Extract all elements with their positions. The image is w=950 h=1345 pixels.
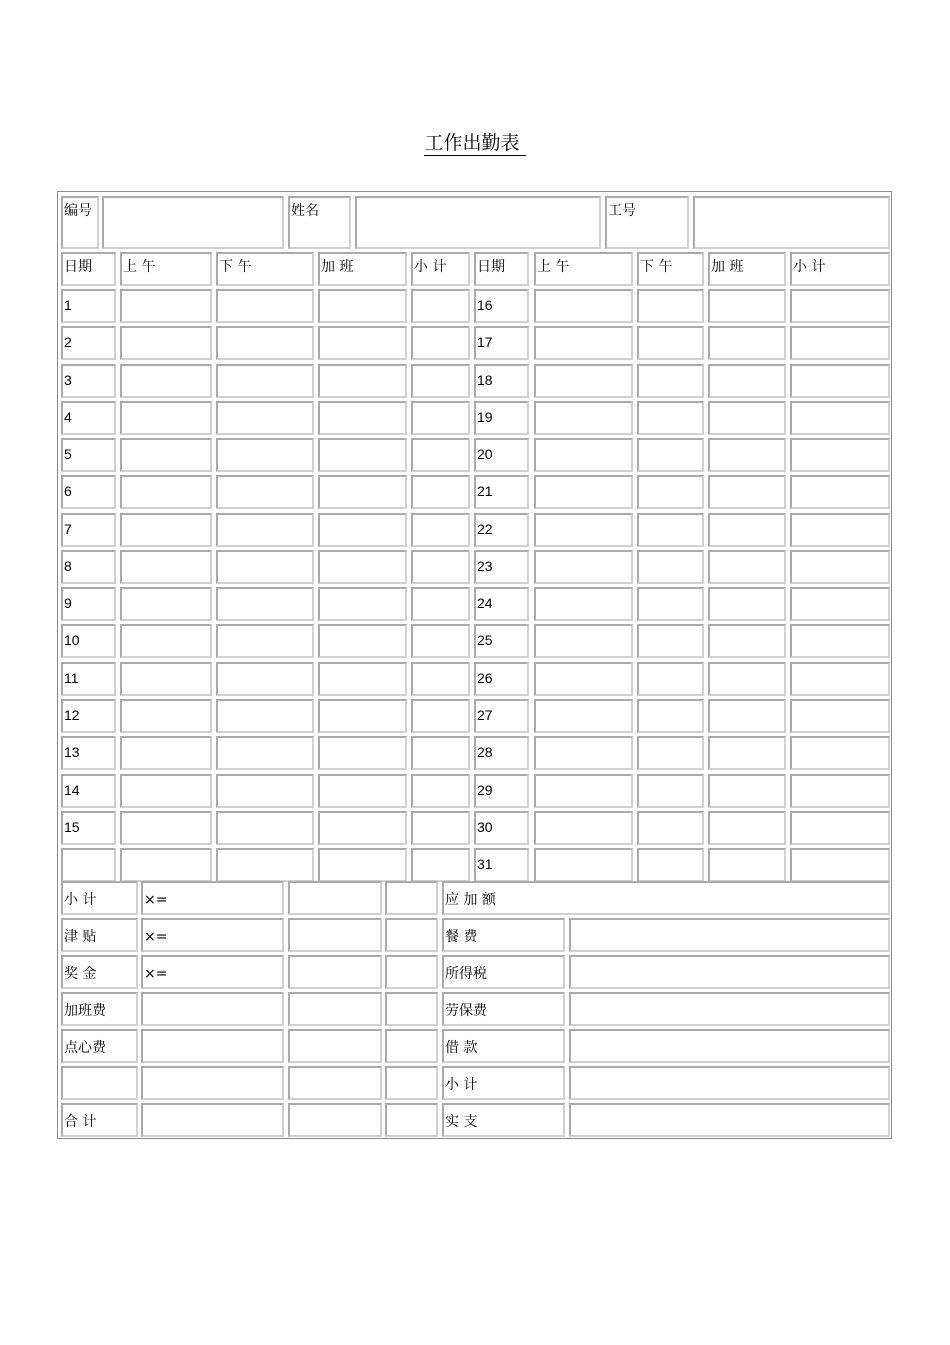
afternoon-input[interactable] bbox=[637, 550, 704, 584]
overtime-input[interactable] bbox=[318, 662, 407, 696]
afternoon-input[interactable] bbox=[637, 289, 704, 323]
afternoon-input[interactable] bbox=[216, 513, 314, 547]
morning-input[interactable] bbox=[120, 736, 212, 770]
day-cell: 31 bbox=[474, 848, 529, 882]
morning-input[interactable] bbox=[120, 587, 212, 621]
subtotal-input[interactable] bbox=[790, 550, 890, 584]
payable-total-label: 应 加 额 bbox=[442, 881, 890, 915]
subtotal-input[interactable] bbox=[790, 326, 890, 360]
summary-value-input[interactable] bbox=[288, 881, 382, 915]
afternoon-input[interactable] bbox=[216, 289, 314, 323]
overtime-input[interactable] bbox=[708, 699, 786, 733]
afternoon-input[interactable] bbox=[216, 401, 314, 435]
morning-input[interactable] bbox=[534, 624, 633, 658]
subtotal-input[interactable] bbox=[411, 550, 470, 584]
overtime-input[interactable] bbox=[708, 624, 786, 658]
summary-label: 小 计 bbox=[61, 881, 138, 915]
subtotal-input[interactable] bbox=[790, 364, 890, 398]
deduction-value-input[interactable] bbox=[569, 992, 890, 1026]
deduction-label: 小 计 bbox=[442, 1066, 565, 1100]
overtime-input[interactable] bbox=[708, 364, 786, 398]
afternoon-input[interactable] bbox=[216, 364, 314, 398]
summary-formula-input[interactable] bbox=[141, 992, 284, 1026]
name-label: 姓名 bbox=[288, 196, 351, 249]
overtime-input[interactable] bbox=[708, 587, 786, 621]
subtotal-input[interactable] bbox=[790, 624, 890, 658]
summary-value-input[interactable] bbox=[288, 992, 382, 1026]
afternoon-input[interactable] bbox=[637, 401, 704, 435]
overtime-input[interactable] bbox=[318, 848, 407, 882]
morning-input[interactable] bbox=[534, 587, 633, 621]
morning-input[interactable] bbox=[534, 699, 633, 733]
morning-input[interactable] bbox=[534, 774, 633, 808]
summary-value-input[interactable] bbox=[288, 918, 382, 952]
day-cell: 22 bbox=[474, 513, 529, 547]
name-input[interactable] bbox=[355, 196, 601, 249]
morning-input[interactable] bbox=[120, 624, 212, 658]
day-cell: 5 bbox=[61, 438, 116, 472]
day-cell: 13 bbox=[61, 736, 116, 770]
afternoon-input[interactable] bbox=[637, 587, 704, 621]
overtime-input[interactable] bbox=[318, 624, 407, 658]
subtotal-input[interactable] bbox=[790, 401, 890, 435]
subtotal-input[interactable] bbox=[411, 438, 470, 472]
subtotal-input[interactable] bbox=[790, 736, 890, 770]
day-cell: 29 bbox=[474, 774, 529, 808]
subtotal-input[interactable] bbox=[790, 475, 890, 509]
overtime-input[interactable] bbox=[708, 774, 786, 808]
summary-value-input[interactable] bbox=[288, 1029, 382, 1063]
day-cell: 28 bbox=[474, 736, 529, 770]
deduction-value-input[interactable] bbox=[569, 1066, 890, 1100]
day-cell: 23 bbox=[474, 550, 529, 584]
morning-input[interactable] bbox=[534, 326, 633, 360]
overtime-input[interactable] bbox=[708, 513, 786, 547]
column-header-date-left: 日期 bbox=[61, 252, 116, 286]
column-header-afternoon-right: 下 午 bbox=[637, 252, 704, 286]
column-header-afternoon-left: 下 午 bbox=[216, 252, 314, 286]
subtotal-input[interactable] bbox=[411, 774, 470, 808]
employee-number-label: 工号 bbox=[605, 196, 689, 249]
summary-label: 津 贴 bbox=[61, 918, 138, 952]
morning-input[interactable] bbox=[534, 438, 633, 472]
afternoon-input[interactable] bbox=[216, 326, 314, 360]
afternoon-input[interactable] bbox=[637, 811, 704, 845]
afternoon-input[interactable] bbox=[216, 662, 314, 696]
summary-value-input[interactable] bbox=[385, 1066, 438, 1100]
day-cell: 2 bbox=[61, 326, 116, 360]
afternoon-input[interactable] bbox=[216, 848, 314, 882]
attendance-sheet bbox=[57, 191, 892, 1139]
morning-input[interactable] bbox=[534, 513, 633, 547]
afternoon-input[interactable] bbox=[637, 699, 704, 733]
day-cell: 10 bbox=[61, 624, 116, 658]
afternoon-input[interactable] bbox=[216, 774, 314, 808]
overtime-input[interactable] bbox=[708, 848, 786, 882]
overtime-input[interactable] bbox=[708, 475, 786, 509]
overtime-input[interactable] bbox=[318, 513, 407, 547]
overtime-input[interactable] bbox=[708, 811, 786, 845]
deduction-value-input[interactable] bbox=[569, 955, 890, 989]
summary-value-input[interactable] bbox=[288, 1066, 382, 1100]
morning-input[interactable] bbox=[120, 475, 212, 509]
overtime-input[interactable] bbox=[318, 811, 407, 845]
day-cell: 7 bbox=[61, 513, 116, 547]
subtotal-input[interactable] bbox=[411, 662, 470, 696]
afternoon-input[interactable] bbox=[637, 774, 704, 808]
overtime-input[interactable] bbox=[708, 662, 786, 696]
day-cell: 20 bbox=[474, 438, 529, 472]
subtotal-input[interactable] bbox=[411, 475, 470, 509]
subtotal-input[interactable] bbox=[790, 587, 890, 621]
afternoon-input[interactable] bbox=[216, 811, 314, 845]
column-header-date-right: 日期 bbox=[474, 252, 529, 286]
afternoon-input[interactable] bbox=[216, 550, 314, 584]
afternoon-input[interactable] bbox=[637, 513, 704, 547]
subtotal-input[interactable] bbox=[411, 736, 470, 770]
morning-input[interactable] bbox=[120, 811, 212, 845]
afternoon-input[interactable] bbox=[216, 438, 314, 472]
day-cell: 16 bbox=[474, 289, 529, 323]
day-cell: 9 bbox=[61, 587, 116, 621]
day-cell: 27 bbox=[474, 699, 529, 733]
afternoon-input[interactable] bbox=[637, 326, 704, 360]
column-header-subtotal-right: 小 计 bbox=[790, 252, 890, 286]
morning-input[interactable] bbox=[534, 364, 633, 398]
day-cell bbox=[61, 848, 116, 882]
afternoon-input[interactable] bbox=[637, 475, 704, 509]
day-cell: 18 bbox=[474, 364, 529, 398]
subtotal-input[interactable] bbox=[790, 699, 890, 733]
day-cell: 14 bbox=[61, 774, 116, 808]
summary-value-input[interactable] bbox=[385, 1103, 438, 1137]
subtotal-input[interactable] bbox=[790, 662, 890, 696]
column-header-overtime-right: 加 班 bbox=[708, 252, 786, 286]
afternoon-input[interactable] bbox=[216, 475, 314, 509]
deduction-value-input[interactable] bbox=[569, 1029, 890, 1063]
summary-value-input[interactable] bbox=[385, 955, 438, 989]
overtime-input[interactable] bbox=[318, 364, 407, 398]
afternoon-input[interactable] bbox=[216, 587, 314, 621]
day-cell: 25 bbox=[474, 624, 529, 658]
morning-input[interactable] bbox=[120, 513, 212, 547]
overtime-input[interactable] bbox=[318, 401, 407, 435]
afternoon-input[interactable] bbox=[637, 364, 704, 398]
overtime-input[interactable] bbox=[318, 475, 407, 509]
deduction-label: 劳保费 bbox=[442, 992, 565, 1026]
overtime-input[interactable] bbox=[708, 289, 786, 323]
afternoon-input[interactable] bbox=[216, 736, 314, 770]
overtime-input[interactable] bbox=[708, 438, 786, 472]
subtotal-input[interactable] bbox=[411, 326, 470, 360]
subtotal-input[interactable] bbox=[411, 587, 470, 621]
afternoon-input[interactable] bbox=[637, 624, 704, 658]
morning-input[interactable] bbox=[534, 811, 633, 845]
id-label: 编号 bbox=[61, 196, 99, 249]
afternoon-input[interactable] bbox=[637, 848, 704, 882]
morning-input[interactable] bbox=[120, 699, 212, 733]
overtime-input[interactable] bbox=[708, 550, 786, 584]
deduction-label: 实 支 bbox=[442, 1103, 565, 1137]
day-cell: 4 bbox=[61, 401, 116, 435]
overtime-input[interactable] bbox=[708, 326, 786, 360]
summary-label: 合 计 bbox=[61, 1103, 138, 1137]
summary-label: 加班费 bbox=[61, 992, 138, 1026]
subtotal-input[interactable] bbox=[411, 513, 470, 547]
day-cell: 15 bbox=[61, 811, 116, 845]
overtime-input[interactable] bbox=[318, 289, 407, 323]
afternoon-input[interactable] bbox=[216, 624, 314, 658]
summary-value-input[interactable] bbox=[385, 881, 438, 915]
subtotal-input[interactable] bbox=[411, 699, 470, 733]
overtime-input[interactable] bbox=[318, 438, 407, 472]
morning-input[interactable] bbox=[120, 848, 212, 882]
overtime-input[interactable] bbox=[318, 774, 407, 808]
summary-value-input[interactable] bbox=[288, 1103, 382, 1137]
morning-input[interactable] bbox=[120, 364, 212, 398]
subtotal-input[interactable] bbox=[790, 438, 890, 472]
subtotal-input[interactable] bbox=[790, 513, 890, 547]
morning-input[interactable] bbox=[534, 736, 633, 770]
overtime-input[interactable] bbox=[708, 401, 786, 435]
morning-input[interactable] bbox=[120, 550, 212, 584]
morning-input[interactable] bbox=[534, 401, 633, 435]
day-cell: 12 bbox=[61, 699, 116, 733]
id-input[interactable] bbox=[102, 196, 284, 249]
column-header-morning-right: 上 午 bbox=[534, 252, 633, 286]
afternoon-input[interactable] bbox=[637, 438, 704, 472]
column-header-morning-left: 上 午 bbox=[120, 252, 212, 286]
subtotal-input[interactable] bbox=[411, 401, 470, 435]
morning-input[interactable] bbox=[534, 289, 633, 323]
day-cell: 3 bbox=[61, 364, 116, 398]
overtime-input[interactable] bbox=[708, 736, 786, 770]
summary-formula-input[interactable]: ×= bbox=[141, 955, 284, 989]
day-cell: 8 bbox=[61, 550, 116, 584]
summary-formula-input[interactable] bbox=[141, 1103, 284, 1137]
subtotal-input[interactable] bbox=[411, 624, 470, 658]
subtotal-input[interactable] bbox=[790, 811, 890, 845]
summary-formula-input[interactable]: ×= bbox=[141, 918, 284, 952]
column-header-overtime-left: 加 班 bbox=[318, 252, 407, 286]
deduction-label: 借 款 bbox=[442, 1029, 565, 1063]
summary-label: 点心费 bbox=[61, 1029, 138, 1063]
subtotal-input[interactable] bbox=[411, 364, 470, 398]
day-cell: 11 bbox=[61, 662, 116, 696]
employee-number-input[interactable] bbox=[693, 196, 890, 249]
summary-label bbox=[61, 1066, 138, 1100]
subtotal-input[interactable] bbox=[411, 848, 470, 882]
day-cell: 6 bbox=[61, 475, 116, 509]
morning-input[interactable] bbox=[120, 662, 212, 696]
subtotal-input[interactable] bbox=[790, 848, 890, 882]
afternoon-input[interactable] bbox=[216, 699, 314, 733]
day-cell: 26 bbox=[474, 662, 529, 696]
day-cell: 19 bbox=[474, 401, 529, 435]
summary-formula-input[interactable] bbox=[141, 1029, 284, 1063]
morning-input[interactable] bbox=[120, 326, 212, 360]
morning-input[interactable] bbox=[120, 401, 212, 435]
deduction-value-input[interactable] bbox=[569, 1103, 890, 1137]
day-cell: 30 bbox=[474, 811, 529, 845]
morning-input[interactable] bbox=[534, 550, 633, 584]
morning-input[interactable] bbox=[534, 848, 633, 882]
summary-formula-input[interactable]: ×= bbox=[141, 881, 284, 915]
overtime-input[interactable] bbox=[318, 736, 407, 770]
summary-value-input[interactable] bbox=[288, 955, 382, 989]
summary-label: 奖 金 bbox=[61, 955, 138, 989]
day-cell: 24 bbox=[474, 587, 529, 621]
overtime-input[interactable] bbox=[318, 587, 407, 621]
subtotal-input[interactable] bbox=[411, 811, 470, 845]
overtime-input[interactable] bbox=[318, 550, 407, 584]
overtime-input[interactable] bbox=[318, 326, 407, 360]
deduction-label: 餐 费 bbox=[442, 918, 565, 952]
summary-formula-input[interactable] bbox=[141, 1066, 284, 1100]
summary-value-input[interactable] bbox=[385, 1029, 438, 1063]
subtotal-input[interactable] bbox=[790, 774, 890, 808]
morning-input[interactable] bbox=[534, 662, 633, 696]
page-title: 工作出勤表 bbox=[0, 128, 950, 155]
afternoon-input[interactable] bbox=[637, 662, 704, 696]
deduction-value-input[interactable] bbox=[569, 918, 890, 952]
day-cell: 21 bbox=[474, 475, 529, 509]
morning-input[interactable] bbox=[120, 774, 212, 808]
deduction-label: 所得税 bbox=[442, 955, 565, 989]
subtotal-input[interactable] bbox=[411, 289, 470, 323]
overtime-input[interactable] bbox=[318, 699, 407, 733]
summary-value-input[interactable] bbox=[385, 992, 438, 1026]
afternoon-input[interactable] bbox=[637, 736, 704, 770]
morning-input[interactable] bbox=[120, 289, 212, 323]
subtotal-input[interactable] bbox=[790, 289, 890, 323]
day-cell: 1 bbox=[61, 289, 116, 323]
summary-value-input[interactable] bbox=[385, 918, 438, 952]
morning-input[interactable] bbox=[120, 438, 212, 472]
day-cell: 17 bbox=[474, 326, 529, 360]
column-header-subtotal-left: 小 计 bbox=[411, 252, 470, 286]
morning-input[interactable] bbox=[534, 475, 633, 509]
